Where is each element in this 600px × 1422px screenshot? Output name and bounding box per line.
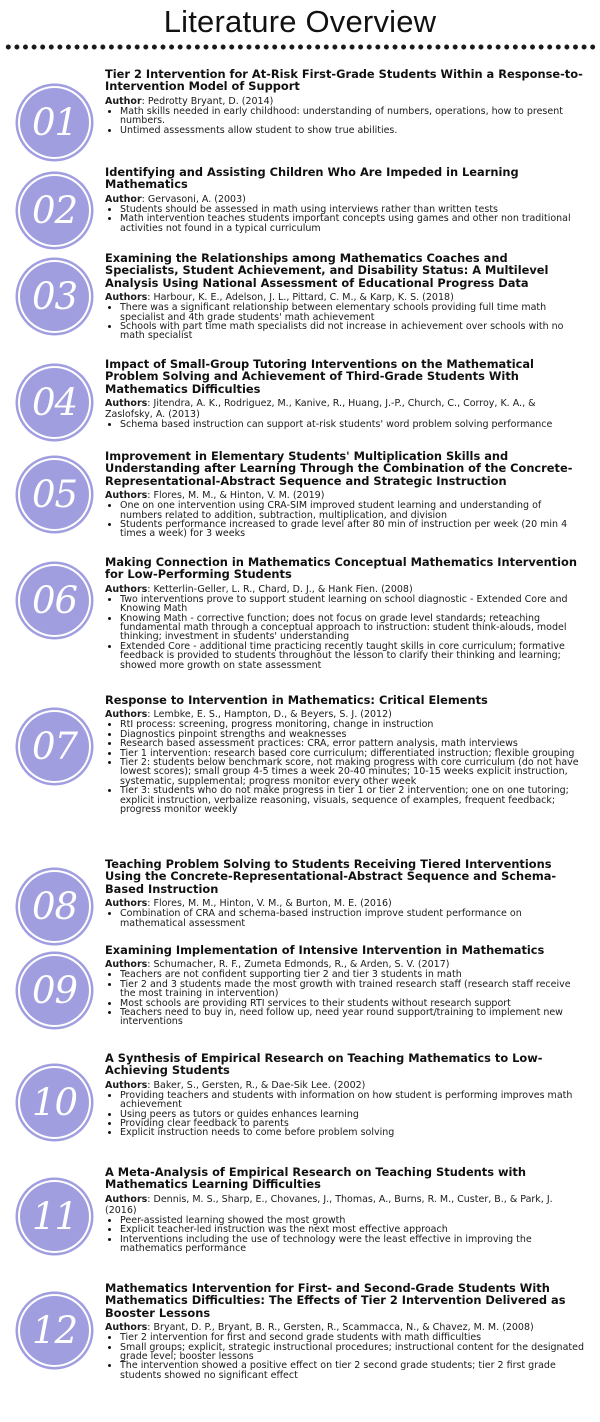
authors-label: Authors bbox=[105, 959, 148, 971]
badge-number: 02 bbox=[31, 189, 78, 232]
bullet-item: • Tier 3: students who do not make progress in tier 1 or tier 2 intervention; one on one tutoring; explicit instruction, verbalize reasoning, visuals, sequence of examples, frequent feedback; progress monitor weekly bbox=[120, 786, 585, 814]
bullet-list bbox=[105, 595, 585, 670]
entry-authors bbox=[105, 398, 585, 420]
entry-title: A Synthesis of Empirical Research on Teaching Mathematics to Low-Achieving Students bbox=[105, 1051, 543, 1078]
badge-number: 12 bbox=[31, 1309, 78, 1352]
entry-title: Mathematics Intervention for First- and Second-Grade Students With Mathematics Difficulties: The Effects of Tier 2 Intervention Delivered as Booster Lessons bbox=[105, 1281, 566, 1320]
entry-title: Response to Intervention in Mathematics: Critical Elements bbox=[105, 693, 488, 707]
bullet-item: • Using peers as tutors or guides enhances learning bbox=[120, 1110, 585, 1119]
authors-label: Authors bbox=[105, 292, 148, 304]
dotted-divider bbox=[4, 42, 596, 52]
bullet-list bbox=[105, 1333, 585, 1380]
authors-names: : Baker, S., Gersten, R., & Dae-Sik Lee. (2002) bbox=[147, 1079, 366, 1091]
number-badge bbox=[20, 1068, 89, 1137]
authors-names: : Schumacher, R. F., Zumeta Edmonds, R., & Arden, S. V. (2017) bbox=[147, 959, 450, 971]
authors-label: Author bbox=[105, 193, 142, 205]
entry-body bbox=[105, 68, 585, 135]
badge-number: 09 bbox=[31, 969, 78, 1012]
bullet-item: • Tier 2: students below benchmark score, not making progress with core curriculum (do not have lowest scores); small group 4-5 times a week 20-40 minutes; 10-15 weeks explicit instruction, systematic, supplemental; progress monitor every other week bbox=[120, 758, 585, 786]
authors-label: Authors bbox=[105, 398, 148, 410]
bullet-item: • Teachers are not confident supporting tier 2 and tier 3 students in math bbox=[120, 970, 585, 979]
authors-names: : Bryant, D. P., Bryant, B. R., Gersten, R., Scammacca, N., & Chavez, M. M. (2008) bbox=[147, 1322, 534, 1334]
bullet-item: • Tier 2 and 3 students made the most growth with trained research staff (research staff receive the most training in intervention) bbox=[120, 980, 585, 999]
bullet-item: • There was a significant relationship between elementary schools providing full time math specialist and 4th grade students' math achievement bbox=[120, 303, 585, 322]
authors-names: : Flores, M. M., & Hinton, V. M. (2019) bbox=[147, 490, 325, 502]
bullet-item: • Providing clear feedback to parents bbox=[120, 1119, 585, 1128]
entry-title: Impact of Small-Group Tutoring Interventions on the Mathematical Problem Solving and Achievement of Third-Grade Students With Mathematics Difficulties bbox=[105, 357, 534, 396]
bullet-item: • Tier 2 intervention for first and second grade students with math difficulties bbox=[120, 1333, 585, 1342]
entry-body bbox=[105, 944, 585, 1027]
number-badge bbox=[20, 956, 89, 1025]
entry-body bbox=[105, 1282, 585, 1380]
badge-number: 11 bbox=[31, 1195, 78, 1238]
bullet-item: • Untimed assessments allow student to show true abilities. bbox=[120, 126, 585, 135]
bullet-item: • Schema based instruction can support at-risk students' word problem solving performance bbox=[120, 420, 585, 429]
bullet-item: • Students performance increased to grade level after 80 min of instruction per week (20 min 4 times a week) for 3 weeks bbox=[120, 520, 585, 539]
bullet-item: • Tier 1 intervention: research based core curriculum; differentiated instruction; flexible grouping bbox=[120, 749, 585, 758]
bullet-item: • Extended Core - additional time practicing recently taught skills in core curriculum; formative feedback is provided to students throughout the lesson to clarify their thinking and learning; showed more growth on state assessment bbox=[120, 642, 585, 670]
bullet-item: • Research based assessment practices: CRA, error pattern analysis, math interviews bbox=[120, 739, 585, 748]
authors-label: Authors bbox=[105, 1322, 148, 1334]
page-title: Literature Overview bbox=[163, 4, 437, 39]
bullet-item: • Most schools are providing RTI services to their students without research support bbox=[120, 999, 585, 1008]
authors-label: Authors bbox=[105, 709, 148, 721]
entry-title: Examining the Relationships among Mathematics Coaches and Specialists, Student Achievement, and Disability Status: A Multilevel Analysis Using National Assessment of Educational Progress Data bbox=[105, 251, 549, 290]
bullet-list bbox=[105, 107, 585, 135]
entry-title: Tier 2 Intervention for At-Risk First-Grade Students Within a Response-to-Intervention Model of Support bbox=[105, 67, 583, 94]
entry-body bbox=[105, 450, 585, 539]
entry-body bbox=[105, 858, 585, 928]
bullet-list bbox=[105, 909, 585, 928]
authors-names: : Dennis, M. S., Sharp, E., Chovanes, J., Thomas, A., Burns, R. M., Custer, B., & Park, J. (2016) bbox=[105, 1193, 553, 1216]
bullet-item: • Explicit instruction needs to come before problem solving bbox=[120, 1128, 585, 1137]
authors-label: Authors bbox=[105, 1079, 148, 1091]
bullet-item: • Peer-assisted learning showed the most growth bbox=[120, 1216, 585, 1225]
number-badge bbox=[20, 176, 89, 245]
authors-names: : Flores, M. M., Hinton, V. M., & Burton, M. E. (2016) bbox=[147, 898, 392, 910]
number-badge bbox=[20, 460, 89, 529]
number-badge bbox=[20, 1296, 89, 1365]
bullet-list bbox=[105, 1091, 585, 1138]
bullet-item: • Two interventions prove to support student learning on school diagnostic - Extended Core and Knowing Math bbox=[120, 595, 585, 614]
bullet-item: • Interventions including the use of technology were the least effective in improving the mathematics performance bbox=[120, 1235, 585, 1254]
badge-number: 08 bbox=[31, 885, 78, 928]
bullet-item: • Schools with part time math specialists did not increase in achievement over schools with no math specialist bbox=[120, 322, 585, 341]
entry-body bbox=[105, 166, 585, 233]
bullet-item: • Math intervention teaches students important concepts using games and other non traditional activities not found in a typical curriculum bbox=[120, 214, 585, 233]
bullet-list bbox=[105, 720, 585, 814]
entry-authors bbox=[105, 1194, 585, 1216]
number-badge bbox=[20, 88, 89, 157]
bullet-list bbox=[105, 1216, 585, 1254]
bullet-item: • Combination of CRA and schema-based instruction improve student performance on mathematical assessment bbox=[120, 909, 585, 928]
badge-number: 06 bbox=[31, 579, 78, 622]
authors-names: : Lembke, E. S., Hampton, D., & Beyers, S. J. (2012) bbox=[147, 709, 392, 721]
entry-title: Making Connection in Mathematics Conceptual Mathematics Intervention for Low-Performing Students bbox=[105, 555, 577, 582]
bullet-item: • One on one intervention using CRA-SIM improved student learning and understanding of numbers related to addition, subtraction, multiplication, and division bbox=[120, 501, 585, 520]
bullet-list bbox=[105, 303, 585, 341]
bullet-item: • Knowing Math - corrective function; does not focus on grade level standards; reteaching fundamental math through a conceptual approach to instruction: student think-alouds, model thinking; investment in students' understanding bbox=[120, 614, 585, 642]
entry-body bbox=[105, 1052, 585, 1138]
bullet-item: • Math skills needed in early childhood: understanding of numbers, operations, how to present numbers. bbox=[120, 107, 585, 126]
entry-title: Teaching Problem Solving to Students Receiving Tiered Interventions Using the Concrete-Representational-Abstract Sequence and Schema-Based Instruction bbox=[105, 857, 557, 896]
authors-names: : Gervasoni, A. (2003) bbox=[141, 193, 246, 205]
entry-title: Improvement in Elementary Students' Multiplication Skills and Understanding after Learning Through the Combination of the Concrete-Representational-Abstract Sequence and Strategic Instruction bbox=[105, 449, 573, 488]
number-badge bbox=[20, 368, 89, 437]
bullet-list bbox=[105, 970, 585, 1026]
bullet-item: • Explicit teacher-led instruction was the next most effective approach bbox=[120, 1225, 585, 1234]
number-badge bbox=[20, 262, 89, 331]
authors-names: : Harbour, K. E., Adelson, J. L., Pittard, C. M., & Karp, K. S. (2018) bbox=[147, 292, 454, 304]
entry-body bbox=[105, 694, 585, 814]
bullet-item: • Teachers need to buy in, need follow up, need year round support/training to implement new interventions bbox=[120, 1008, 585, 1027]
authors-label: Authors bbox=[105, 898, 148, 910]
authors-label: Authors bbox=[105, 490, 148, 502]
bullet-list bbox=[105, 205, 585, 233]
bullet-item: • Students should be assessed in math using interviews rather than written tests bbox=[120, 205, 585, 214]
badge-number: 05 bbox=[31, 473, 78, 516]
badge-number: 01 bbox=[31, 101, 78, 144]
bullet-item: • Providing teachers and students with information on how student is performing improves math achievement bbox=[120, 1091, 585, 1110]
authors-label: Authors bbox=[105, 1193, 148, 1205]
badge-number: 03 bbox=[31, 275, 78, 318]
badge-number: 07 bbox=[31, 725, 78, 768]
entry-body bbox=[105, 1166, 585, 1253]
bullet-item: • RtI process: screening, progress monitoring, change in instruction bbox=[120, 720, 585, 729]
bullet-item: • The intervention showed a positive effect on tier 2 second grade students; tier 2 first grade students showed no significant effect bbox=[120, 1361, 585, 1380]
number-badge bbox=[20, 566, 89, 635]
entry-title: Examining Implementation of Intensive Intervention in Mathematics bbox=[105, 943, 545, 957]
entry-body bbox=[105, 252, 585, 341]
authors-label: Authors bbox=[105, 583, 148, 595]
badge-number: 10 bbox=[31, 1081, 78, 1124]
entry-title: A Meta-Analysis of Empirical Research on Teaching Students with Mathematics Learning Difficulties bbox=[105, 1165, 526, 1192]
authors-names: : Ketterlin-Geller, L. R., Chard, D. J., & Hank Fien. (2008) bbox=[147, 583, 413, 595]
authors-label: Author bbox=[105, 95, 142, 107]
entry-body bbox=[105, 556, 585, 670]
bullet-list bbox=[105, 420, 585, 429]
authors-names: : Pedrotty Bryant, D. (2014) bbox=[141, 95, 274, 107]
number-badge bbox=[20, 1182, 89, 1251]
bullet-item: • Small groups; explicit, strategic instructional procedures; instructional content for the designated grade level; booster lessons bbox=[120, 1343, 585, 1362]
authors-names: : Jitendra, A. K., Rodriguez, M., Kanive, R., Huang, J.-P., Church, C., Corroy, K. A., & Zaslofsky, A. (2013) bbox=[105, 398, 536, 421]
number-badge bbox=[20, 872, 89, 941]
entry-title: Identifying and Assisting Children Who Are Impeded in Learning Mathematics bbox=[105, 165, 519, 192]
bullet-list bbox=[105, 501, 585, 539]
bullet-item: • Diagnostics pinpoint strengths and weaknesses bbox=[120, 730, 585, 739]
badge-number: 04 bbox=[31, 381, 78, 424]
number-badge bbox=[20, 712, 89, 781]
entry-body bbox=[105, 358, 585, 430]
